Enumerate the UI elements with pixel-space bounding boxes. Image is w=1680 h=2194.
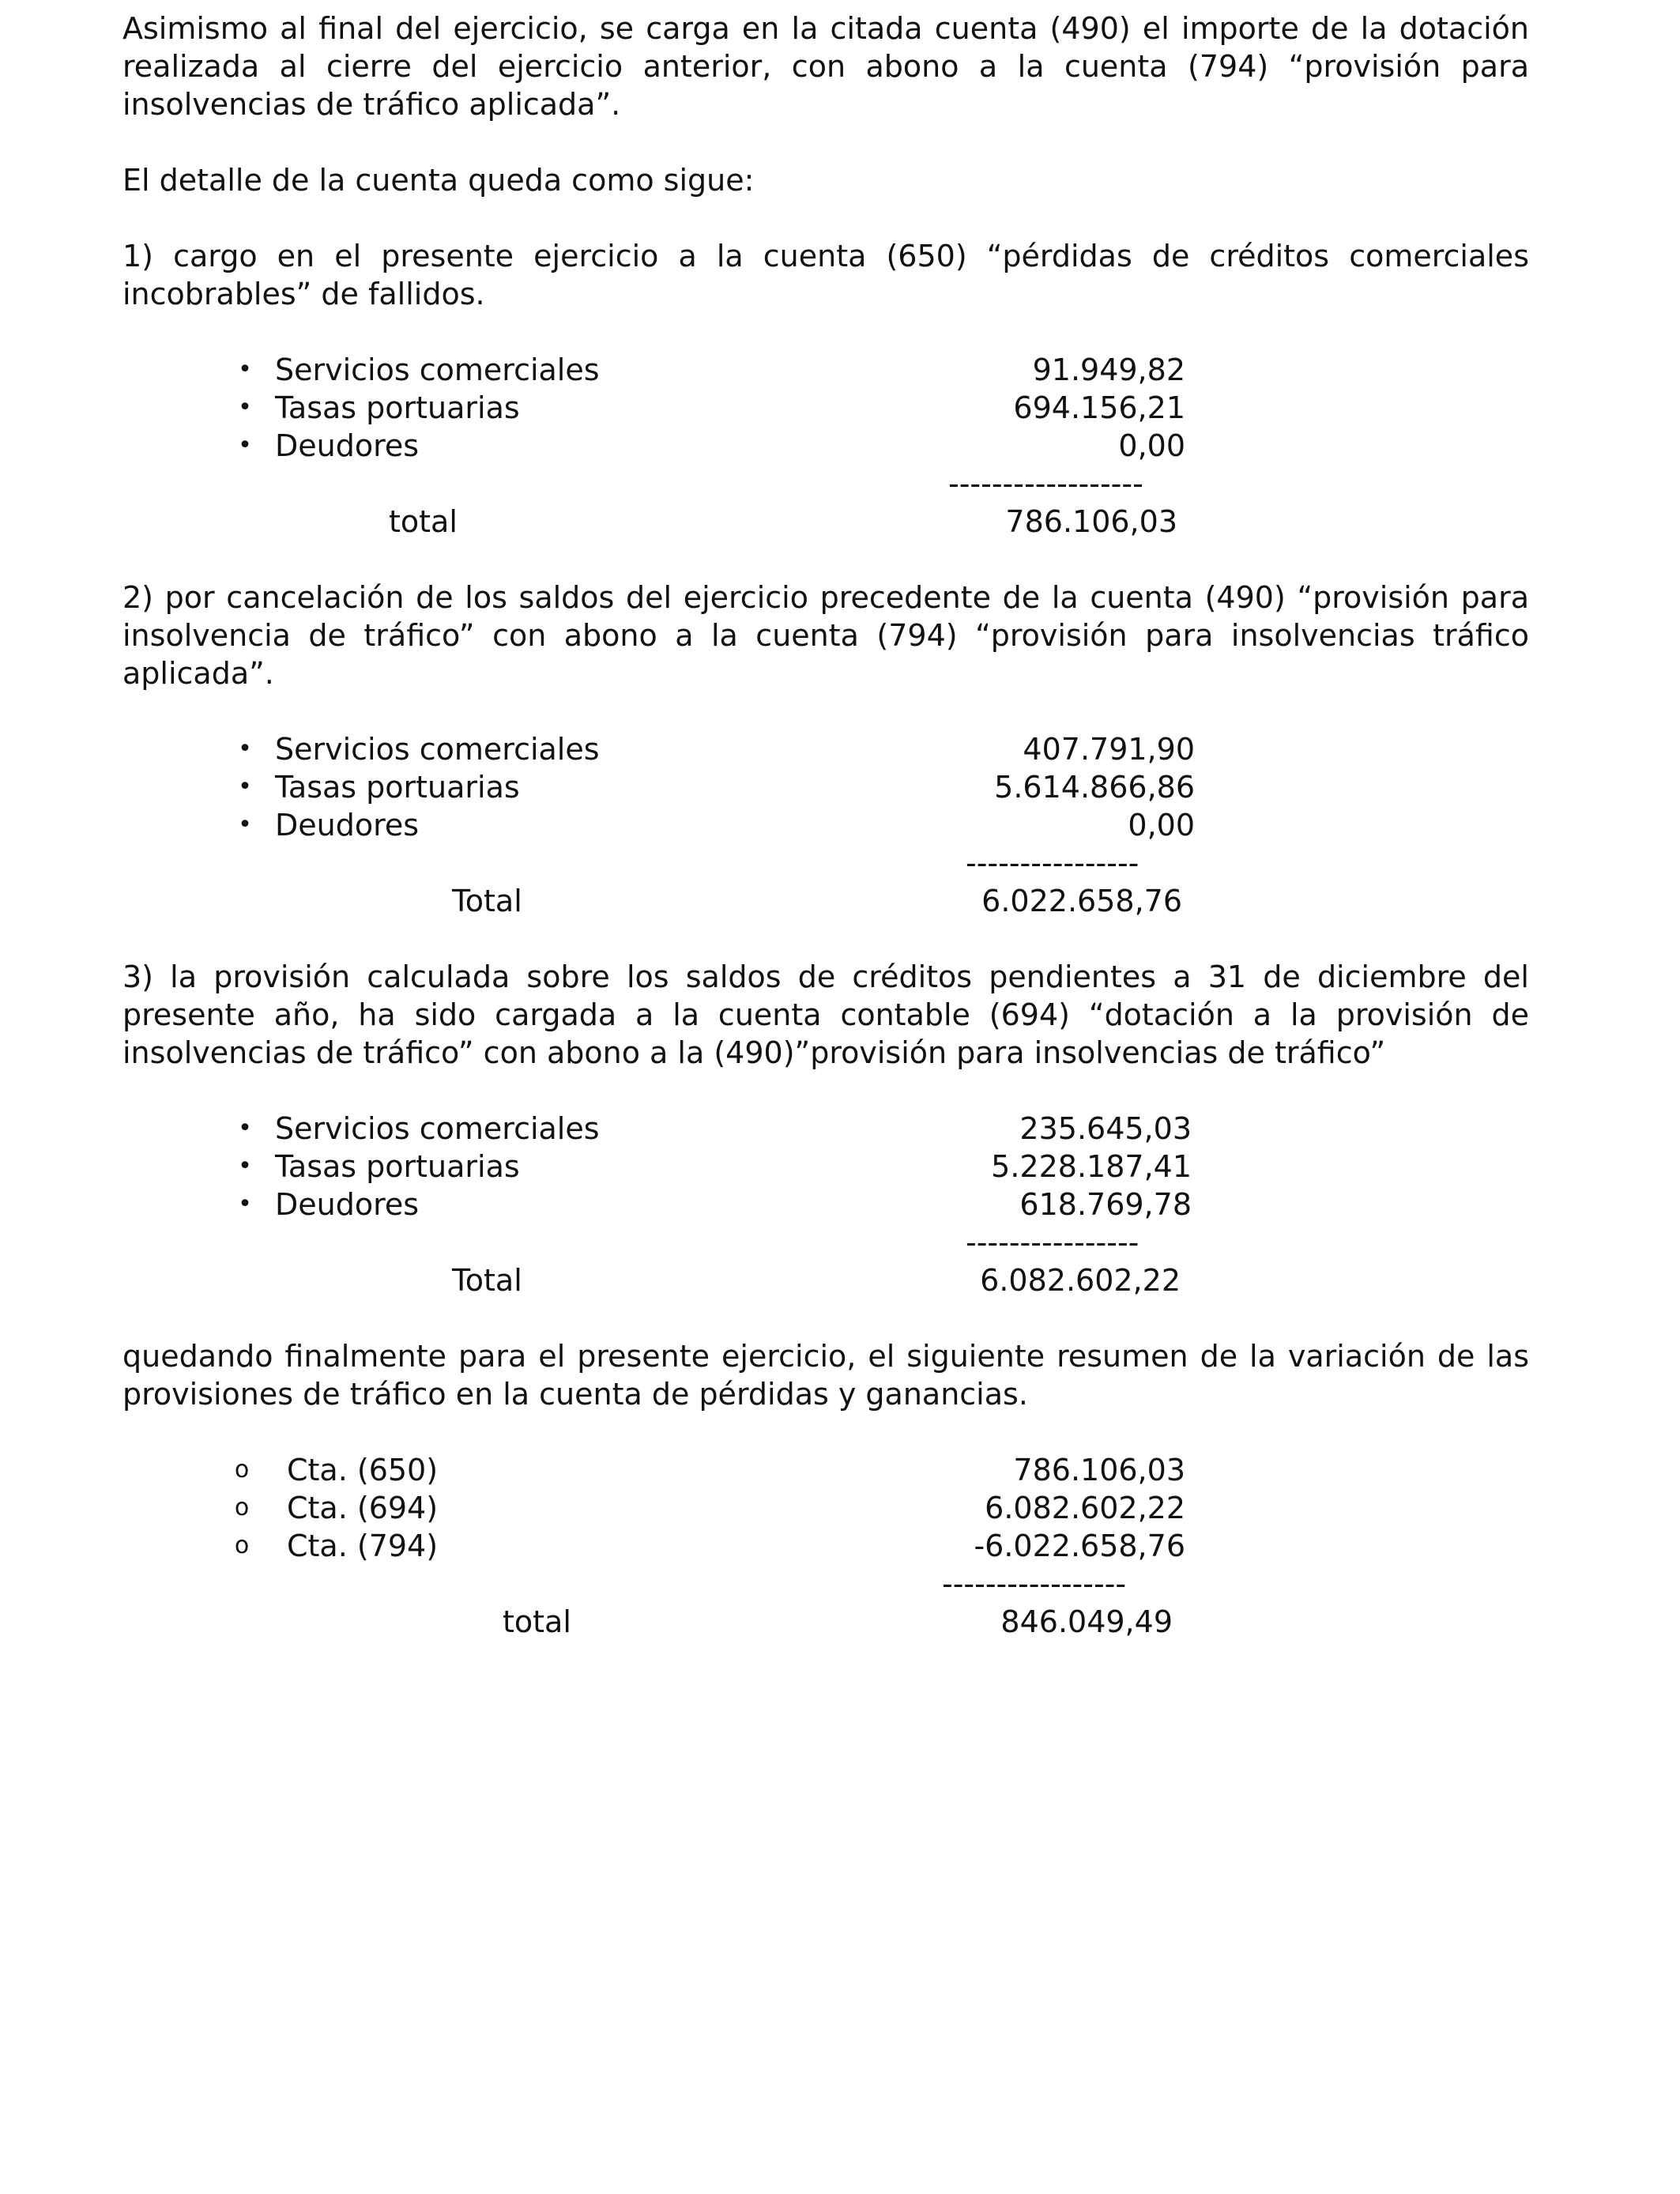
total-row <box>0 1261 1680 1299</box>
item-label: Cta. (650) <box>287 1453 439 1487</box>
item-label: Servicios comerciales <box>275 352 600 387</box>
bullet-icon: • <box>238 394 252 421</box>
bullet-icon: • <box>238 1190 252 1218</box>
bullet-icon: • <box>238 811 252 839</box>
separator-row <box>0 1565 1680 1603</box>
total-amount: 6.082.602,22 <box>980 1263 1181 1298</box>
item-label: Tasas portuarias <box>275 770 520 805</box>
circle-bullet-icon: o <box>234 1494 250 1521</box>
separator-row <box>0 844 1680 882</box>
total-row <box>0 503 1680 541</box>
total-label: Total <box>452 884 522 918</box>
list-item <box>0 1110 1680 1148</box>
list-item <box>0 427 1680 465</box>
bullet-icon: • <box>238 1114 252 1142</box>
item-amount: 407.791,90 <box>1023 732 1195 767</box>
paragraph-section-3: 3) la provisión calculada sobre los saldos de créditos pendientes a 31 de diciembre del presente año, ha sido cargada a la cuenta contable (694) “dotación a la provisión de insolvencias de tráfico” con abono a la (490)”provisión para insolvencias de tráfico” <box>122 959 1529 1070</box>
list-item <box>0 806 1680 844</box>
total-amount: 786.106,03 <box>1005 504 1177 539</box>
paragraph-intro: Asimismo al final del ejercicio, se carga en la citada cuenta (490) el importe de la dotación realizada al cierre del ejercicio anterior, con abono a la cuenta (794) “provisión para insolvencias de tráfico aplicada”. <box>122 11 1529 122</box>
bullet-icon: • <box>238 432 252 459</box>
circle-bullet-icon: o <box>234 1532 250 1559</box>
paragraph-section-1: 1) cargo en el presente ejercicio a la cuenta (650) “pérdidas de créditos comerciales incobrables” de fallidos. <box>122 239 1529 311</box>
item-amount: 235.645,03 <box>1019 1111 1192 1146</box>
list-item <box>0 1451 1680 1489</box>
separator-line: ---------------- <box>966 846 1139 880</box>
item-amount: -6.022.658,76 <box>974 1529 1185 1563</box>
total-row <box>0 882 1680 920</box>
item-amount: 91.949,82 <box>1032 352 1185 387</box>
list-item <box>0 1527 1680 1565</box>
total-label: total <box>503 1604 571 1639</box>
item-label: Tasas portuarias <box>275 1149 520 1184</box>
total-label: Total <box>452 1263 522 1298</box>
item-label: Deudores <box>275 1187 420 1222</box>
bullet-icon: • <box>238 773 252 801</box>
paragraph-detail-heading: El detalle de la cuenta queda como sigue: <box>122 163 755 198</box>
item-amount: 5.614.866,86 <box>994 770 1195 805</box>
list-item <box>0 1148 1680 1186</box>
item-amount: 0,00 <box>1128 808 1195 843</box>
item-amount: 694.156,21 <box>1013 390 1185 425</box>
bullet-icon: • <box>238 356 252 383</box>
item-amount: 5.228.187,41 <box>991 1149 1192 1184</box>
item-amount: 786.106,03 <box>1013 1453 1185 1487</box>
item-label: Servicios comerciales <box>275 1111 600 1146</box>
total-row <box>0 1603 1680 1641</box>
list-item <box>0 1186 1680 1223</box>
total-amount: 6.022.658,76 <box>981 884 1182 918</box>
item-label: Cta. (794) <box>287 1529 439 1563</box>
item-label: Tasas portuarias <box>275 390 520 425</box>
separator-row <box>0 465 1680 503</box>
item-amount: 6.082.602,22 <box>985 1491 1185 1525</box>
total-label: total <box>389 504 458 539</box>
list-item <box>0 389 1680 427</box>
total-amount: 846.049,49 <box>1000 1604 1173 1639</box>
bullet-icon: • <box>238 1152 252 1180</box>
item-label: Servicios comerciales <box>275 732 600 767</box>
separator-line: ---------------- <box>966 1225 1139 1260</box>
paragraph-section-2: 2) por cancelación de los saldos del ejercicio precedente de la cuenta (490) “provisión para insolvencia de tráfico” con abono a la cuenta (794) “provisión para insolvencias tráfico aplicada”. <box>122 580 1529 691</box>
separator-line: ----------------- <box>942 1566 1127 1601</box>
item-amount: 618.769,78 <box>1019 1187 1192 1222</box>
paragraph-summary: quedando finalmente para el presente ejercicio, el siguiente resumen de la variación de las provisiones de tráfico en la cuenta de pérdidas y ganancias. <box>122 1339 1529 1412</box>
item-label: Deudores <box>275 428 420 463</box>
list-item <box>0 730 1680 768</box>
separator-line: ------------------ <box>948 466 1143 501</box>
item-label: Deudores <box>275 808 420 843</box>
bullet-icon: • <box>238 735 252 763</box>
separator-row <box>0 1223 1680 1261</box>
item-label: Cta. (694) <box>287 1491 439 1525</box>
list-item <box>0 768 1680 806</box>
circle-bullet-icon: o <box>234 1456 250 1483</box>
list-item <box>0 1489 1680 1527</box>
list-item <box>0 351 1680 389</box>
item-amount: 0,00 <box>1118 428 1185 463</box>
